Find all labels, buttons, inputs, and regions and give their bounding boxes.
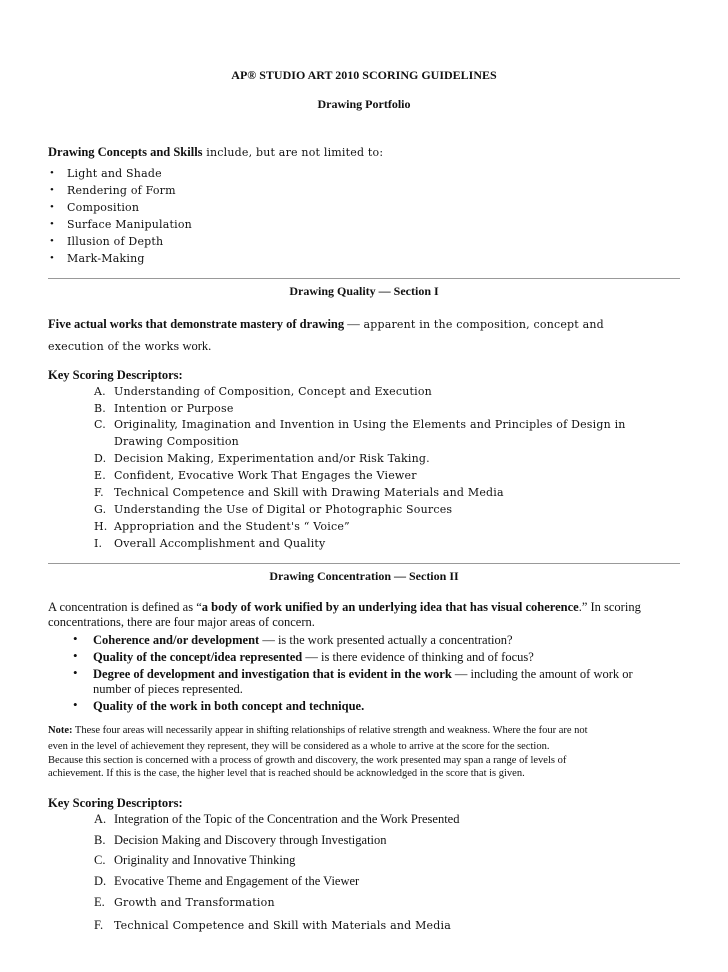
list-item	[93, 698, 673, 714]
area-bold: Coherence and/or development	[93, 633, 260, 647]
bullet-icon: •	[50, 252, 54, 264]
bullet-icon: •	[50, 235, 54, 247]
area-rest: — is there evidence of thinking and of focus?	[302, 650, 534, 664]
section1-intro-bold: Five actual works that demonstrate mastery of drawing	[48, 317, 345, 331]
bullet-icon: •	[50, 184, 54, 196]
section1-key-heading: Key Scoring Descriptors:	[48, 368, 183, 382]
list-item: Technical Competence and Skill with Drawing Materials and Media	[114, 486, 504, 499]
list-item	[93, 649, 673, 665]
section1-intro-rest1: apparent in the composition, concept and	[359, 318, 604, 331]
list-item: Light and Shade	[67, 167, 162, 180]
area-rest: — is the work presented actually a concentration?	[259, 633, 513, 647]
section2-definition-line1	[48, 600, 641, 615]
list-item: Appropriation and the Student's “ Voice”	[114, 520, 350, 533]
document-subtitle: Drawing Portfolio	[317, 97, 411, 111]
note-text: These four areas will necessarily appear in shifting relationships of relative strength and weakness. Where the four are not	[72, 725, 588, 736]
area-rest: number of pieces represented.	[93, 682, 243, 696]
concepts-heading-bold: Drawing Concepts and Skills	[48, 145, 203, 159]
bullet-icon: •	[50, 201, 54, 213]
concepts-heading	[48, 145, 383, 160]
list-letter: F.	[94, 486, 104, 499]
area-bold: Quality of the work in both concept and technique.	[93, 699, 365, 713]
note-line4: achievement. If this is the case, the higher level that is reached should be acknowledged in the score that is given.	[48, 768, 525, 779]
list-item: Technical Competence and Skill with Materials and Media	[114, 919, 451, 932]
list-item: Rendering of Form	[67, 184, 176, 197]
section1-heading: Drawing Quality — Section I	[289, 284, 439, 298]
list-item: Originality and Innovative Thinking	[114, 853, 296, 867]
list-item: Composition	[67, 201, 140, 214]
area-bold: Quality of the concept/idea represented	[93, 650, 303, 664]
list-item	[93, 666, 673, 682]
list-letter: D.	[94, 452, 107, 465]
divider	[48, 563, 680, 564]
divider	[48, 278, 680, 279]
area-bold: Degree of development and investigation that is evident in the work	[93, 667, 452, 681]
list-item: Understanding of Composition, Concept and Execution	[114, 385, 432, 398]
bullet-icon: •	[73, 631, 78, 646]
list-letter: I.	[94, 537, 103, 550]
section1-intro-dash: —	[344, 317, 360, 331]
note-line3: Because this section is concerned with a process of growth and discovery, the work presented may span a range of levels of	[48, 755, 567, 766]
list-item: Mark-Making	[67, 252, 145, 265]
list-item: Surface Manipulation	[67, 218, 192, 231]
note-line2: even in the level of achievement they represent, they will be considered as a whole to arrive at the score for the section.	[48, 741, 550, 752]
list-letter: E.	[94, 895, 105, 909]
list-item: Evocative Theme and Engagement of the Viewer	[114, 874, 360, 888]
list-item: Overall Accomplishment and Quality	[114, 537, 326, 550]
note-line1	[48, 725, 588, 736]
section2-def-pre: A concentration is defined as “	[48, 600, 202, 614]
list-item	[93, 632, 673, 648]
concepts-heading-rest: include, but are not limited to:	[202, 146, 384, 159]
list-item: Intention or Purpose	[114, 402, 234, 415]
section1-intro-rest2: execution of the works	[48, 340, 180, 353]
list-letter: A.	[94, 812, 107, 826]
list-letter: A.	[94, 385, 106, 398]
section1-intro-line2	[48, 337, 211, 355]
list-letter: D.	[94, 874, 107, 888]
bullet-icon: •	[73, 665, 78, 680]
list-item: Illusion of Depth	[67, 235, 164, 248]
bullet-icon: •	[73, 648, 78, 663]
area-rest: — including the amount of work or	[451, 667, 633, 681]
section1-intro-line1	[48, 315, 604, 333]
section2-heading: Drawing Concentration — Section II	[269, 569, 459, 583]
list-letter: G.	[94, 503, 107, 516]
section2-def-post: .” In scoring	[578, 600, 641, 614]
section1-intro-rest3: work.	[179, 339, 212, 353]
list-letter: E.	[94, 469, 106, 482]
section2-key-heading: Key Scoring Descriptors:	[48, 796, 183, 810]
list-item: Originality, Imagination and Invention in Using the Elements and Principles of Design in	[114, 418, 626, 431]
list-item: Confident, Evocative Work That Engages the Viewer	[114, 469, 417, 482]
bullet-icon: •	[50, 167, 54, 179]
bullet-icon: •	[50, 218, 54, 230]
list-item-continued	[93, 681, 673, 697]
list-item: Understanding the Use of Digital or Photographic Sources	[114, 503, 453, 516]
document-title: AP® STUDIO ART 2010 SCORING GUIDELINES	[231, 68, 497, 82]
list-item: Integration of the Topic of the Concentration and the Work Presented	[114, 812, 460, 826]
list-item: Growth and Transformation	[114, 896, 275, 909]
list-letter: C.	[94, 853, 106, 867]
list-letter: F.	[94, 918, 104, 932]
note-label: Note:	[48, 725, 73, 736]
list-letter: B.	[94, 402, 106, 415]
list-letter: H.	[94, 520, 108, 533]
section2-def-bold: a body of work unified by an underlying idea that has visual coherence	[201, 600, 579, 614]
list-item: Decision Making and Discovery through Investigation	[114, 833, 387, 847]
list-letter: B.	[94, 833, 106, 847]
list-item: Decision Making, Experimentation and/or Risk Taking.	[114, 452, 430, 465]
bullet-icon: •	[73, 697, 78, 712]
section2-definition-line2: concentrations, there are four major areas of concern.	[48, 615, 315, 629]
list-item-continued: Drawing Composition	[114, 435, 239, 448]
list-letter: C.	[94, 418, 106, 431]
